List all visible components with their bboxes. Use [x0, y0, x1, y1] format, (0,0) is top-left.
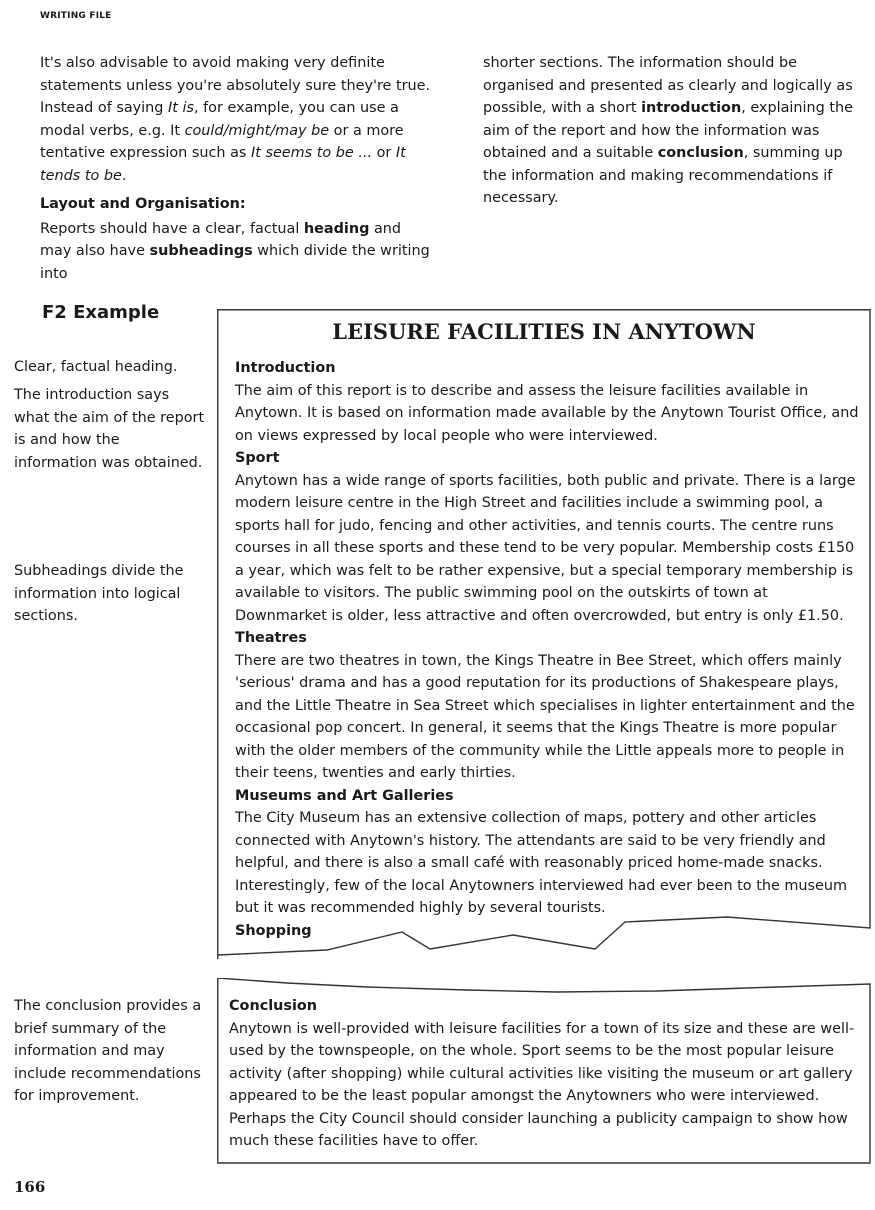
- right-paragraph: shorter sections. The information should be organised and presented as clearly and logically as possible, with a short introduction, explaining the aim of the report and how the information was obtained and a suitable conclusion, summing up the information and making recommendations if necessary.: [483, 55, 853, 206]
- subheading-conclusion: Conclusion: [229, 998, 318, 1014]
- subheading-sport: Sport: [235, 450, 280, 466]
- layout-heading: Layout and Organisation:: [40, 196, 246, 212]
- subheading-theatres: Theatres: [235, 630, 307, 646]
- report-body: [235, 357, 860, 942]
- margin-note-introduction: The introduction says what the aim of the report is and how the information was obtained.: [14, 387, 205, 471]
- margin-note-subheadings: Subheadings divide the information into logical sections.: [14, 563, 184, 624]
- report-title: LEISURE FACILITIES IN ANYTOWN: [332, 319, 756, 344]
- theatres-text: There are two theatres in town, the Kings Theatre in Bee Street, which offers mainly 'serious' drama and has a good reputation for its productions of Shakespeare plays, and the Little Theatre in Sea Street which specialises in lighter entertainment and the occasional pop concert. In general, it seems that the Kings Theatre is more popular with the older members of the community while the Little appeals more to people in their teens, twenties and early thirties.: [235, 652, 855, 781]
- right-column: [483, 52, 865, 210]
- margin-note-conclusion: The conclusion provides a brief summary of the information and may include recommendations for improvement.: [14, 998, 202, 1104]
- conclusion-box: [217, 978, 871, 1164]
- page-number: 166: [14, 1178, 46, 1196]
- section-title: F2 Example: [42, 302, 160, 323]
- sport-text: Anytown has a wide range of sports facilities, both public and private. There is a large modern leisure centre in the High Street and facilities include a swimming pool, a sports hall for judo, fencing and other activities, and tennis courts. The centre runs courses in all these sports and these tend to be very popular. Membership costs £150 a year, which was felt to be rather expensive, but a special temporary membership is available to visitors. The public swimming pool on the outskirts of town at Downmarket is older, less attractive and often overcrowded, but entry is only £1.50.: [235, 472, 856, 624]
- running-head: WRITING FILE: [40, 11, 112, 21]
- left-paragraph-1: It's also advisable to avoid making very definite statements unless you're absolutely sure they're true. Instead of saying It is, for example, you can use a modal verbs, e.g. It could/might/may be or a more tentative expression such as It seems to be ... or It tends to be.: [40, 55, 431, 184]
- subheading-museums: Museums and Art Galleries: [235, 787, 454, 804]
- left-paragraph-2: Reports should have a clear, factual heading and may also have subheadings which divide the writing into: [40, 220, 430, 282]
- margin-note-heading: Clear, factual heading.: [14, 359, 178, 375]
- conclusion-body: [229, 995, 859, 1153]
- museums-text: The City Museum has an extensive collection of maps, pottery and other articles connected with Anytown's history. The attendants are said to be very friendly and helpful, and there is also a small café with reasonably priced home-made snacks. Interestingly, few of the local Anytowners interviewed had ever been to the museum but it was recommended highly by several tourists.: [235, 810, 848, 916]
- introduction-text: The aim of this report is to describe and assess the leisure facilities available in Anytown. It is based on information made available by the Anytown Tourist Office, and on views expressed by local people who were interviewed.: [235, 382, 859, 444]
- conclusion-text: Anytown is well-provided with leisure facilities for a town of its size and these are well-used by the townspeople, on the whole. Sport seems to be the most popular leisure activity (after shopping) while cultural activities like visiting the museum or art gallery appeared to be the least popular amongst the Anytowners who were interviewed. Perhaps the City Council should consider launching a publicity campaign to show how much these facilities have to offer.: [229, 1020, 855, 1149]
- report-box: [217, 309, 871, 960]
- subheading-introduction: Introduction: [235, 360, 336, 376]
- subheading-shopping: Shopping: [235, 922, 312, 939]
- left-column: [40, 52, 432, 285]
